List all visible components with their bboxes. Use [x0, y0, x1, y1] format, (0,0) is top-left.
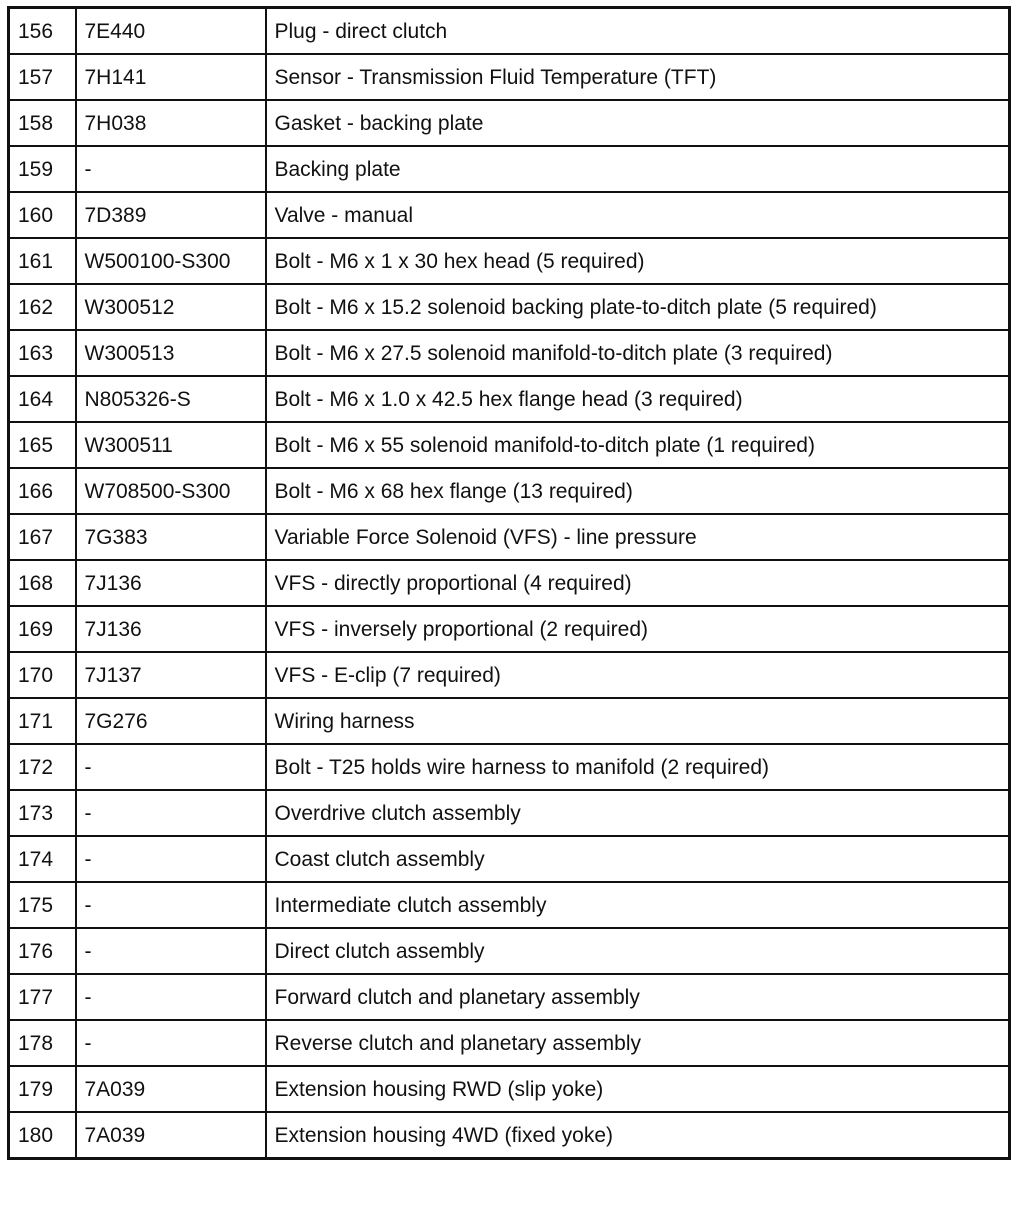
part-number-cell: 7D389 — [76, 192, 266, 238]
table-row — [9, 146, 1010, 192]
table-row — [9, 1112, 1010, 1159]
description-cell: Sensor - Transmission Fluid Temperature (TFT) — [266, 54, 1010, 100]
item-number-cell: 172 — [9, 744, 76, 790]
part-number-cell: W300511 — [76, 422, 266, 468]
table-row — [9, 1020, 1010, 1066]
part-number-cell: W300512 — [76, 284, 266, 330]
description-cell: Reverse clutch and planetary assembly — [266, 1020, 1010, 1066]
table-row — [9, 606, 1010, 652]
part-number-cell: 7G383 — [76, 514, 266, 560]
description-cell: Bolt - M6 x 1.0 x 42.5 hex flange head (3 required) — [266, 376, 1010, 422]
part-number-cell: - — [76, 146, 266, 192]
table-row — [9, 514, 1010, 560]
description-cell: Direct clutch assembly — [266, 928, 1010, 974]
table-row — [9, 560, 1010, 606]
part-number-cell: W708500-S300 — [76, 468, 266, 514]
part-number-cell: - — [76, 882, 266, 928]
item-number-cell: 168 — [9, 560, 76, 606]
part-number-cell: 7H141 — [76, 54, 266, 100]
item-number-cell: 166 — [9, 468, 76, 514]
table-row — [9, 790, 1010, 836]
part-number-cell: - — [76, 928, 266, 974]
description-cell: Bolt - M6 x 55 solenoid manifold-to-ditch plate (1 required) — [266, 422, 1010, 468]
table-row — [9, 468, 1010, 514]
description-cell: Forward clutch and planetary assembly — [266, 974, 1010, 1020]
table-row — [9, 836, 1010, 882]
item-number-cell: 176 — [9, 928, 76, 974]
description-cell: Extension housing RWD (slip yoke) — [266, 1066, 1010, 1112]
parts-table-body — [9, 8, 1010, 1159]
description-cell: Plug - direct clutch — [266, 8, 1010, 55]
part-number-cell: 7J136 — [76, 606, 266, 652]
description-cell: VFS - directly proportional (4 required) — [266, 560, 1010, 606]
description-cell: Intermediate clutch assembly — [266, 882, 1010, 928]
table-row — [9, 974, 1010, 1020]
table-row — [9, 238, 1010, 284]
part-number-cell: 7E440 — [76, 8, 266, 55]
description-cell: Extension housing 4WD (fixed yoke) — [266, 1112, 1010, 1159]
description-cell: Bolt - M6 x 68 hex flange (13 required) — [266, 468, 1010, 514]
table-row — [9, 192, 1010, 238]
table-row — [9, 284, 1010, 330]
item-number-cell: 174 — [9, 836, 76, 882]
item-number-cell: 158 — [9, 100, 76, 146]
table-row — [9, 928, 1010, 974]
description-cell: Bolt - M6 x 1 x 30 hex head (5 required) — [266, 238, 1010, 284]
part-number-cell: 7A039 — [76, 1112, 266, 1159]
table-row — [9, 100, 1010, 146]
part-number-cell: W500100-S300 — [76, 238, 266, 284]
item-number-cell: 164 — [9, 376, 76, 422]
item-number-cell: 171 — [9, 698, 76, 744]
table-row — [9, 376, 1010, 422]
item-number-cell: 173 — [9, 790, 76, 836]
item-number-cell: 178 — [9, 1020, 76, 1066]
table-row — [9, 652, 1010, 698]
item-number-cell: 157 — [9, 54, 76, 100]
description-cell: Overdrive clutch assembly — [266, 790, 1010, 836]
table-row — [9, 1066, 1010, 1112]
part-number-cell: W300513 — [76, 330, 266, 376]
table-row — [9, 882, 1010, 928]
item-number-cell: 156 — [9, 8, 76, 55]
item-number-cell: 165 — [9, 422, 76, 468]
item-number-cell: 175 — [9, 882, 76, 928]
part-number-cell: 7A039 — [76, 1066, 266, 1112]
item-number-cell: 180 — [9, 1112, 76, 1159]
item-number-cell: 162 — [9, 284, 76, 330]
item-number-cell: 163 — [9, 330, 76, 376]
part-number-cell: N805326-S — [76, 376, 266, 422]
description-cell: Bolt - M6 x 27.5 solenoid manifold-to-ditch plate (3 required) — [266, 330, 1010, 376]
description-cell: Gasket - backing plate — [266, 100, 1010, 146]
part-number-cell: - — [76, 974, 266, 1020]
item-number-cell: 169 — [9, 606, 76, 652]
description-cell: VFS - inversely proportional (2 required) — [266, 606, 1010, 652]
table-row — [9, 54, 1010, 100]
parts-table — [7, 6, 1011, 1160]
description-cell: VFS - E-clip (7 required) — [266, 652, 1010, 698]
description-cell: Backing plate — [266, 146, 1010, 192]
description-cell: Variable Force Solenoid (VFS) - line pressure — [266, 514, 1010, 560]
item-number-cell: 160 — [9, 192, 76, 238]
table-row — [9, 698, 1010, 744]
part-number-cell: - — [76, 1020, 266, 1066]
item-number-cell: 170 — [9, 652, 76, 698]
part-number-cell: 7J136 — [76, 560, 266, 606]
description-cell: Bolt - T25 holds wire harness to manifold (2 required) — [266, 744, 1010, 790]
item-number-cell: 167 — [9, 514, 76, 560]
table-row — [9, 422, 1010, 468]
description-cell: Coast clutch assembly — [266, 836, 1010, 882]
part-number-cell: 7H038 — [76, 100, 266, 146]
part-number-cell: 7J137 — [76, 652, 266, 698]
table-row — [9, 330, 1010, 376]
item-number-cell: 179 — [9, 1066, 76, 1112]
description-cell: Bolt - M6 x 15.2 solenoid backing plate-to-ditch plate (5 required) — [266, 284, 1010, 330]
item-number-cell: 177 — [9, 974, 76, 1020]
table-row — [9, 8, 1010, 55]
description-cell: Wiring harness — [266, 698, 1010, 744]
item-number-cell: 161 — [9, 238, 76, 284]
part-number-cell: 7G276 — [76, 698, 266, 744]
part-number-cell: - — [76, 836, 266, 882]
item-number-cell: 159 — [9, 146, 76, 192]
part-number-cell: - — [76, 790, 266, 836]
description-cell: Valve - manual — [266, 192, 1010, 238]
table-row — [9, 744, 1010, 790]
part-number-cell: - — [76, 744, 266, 790]
